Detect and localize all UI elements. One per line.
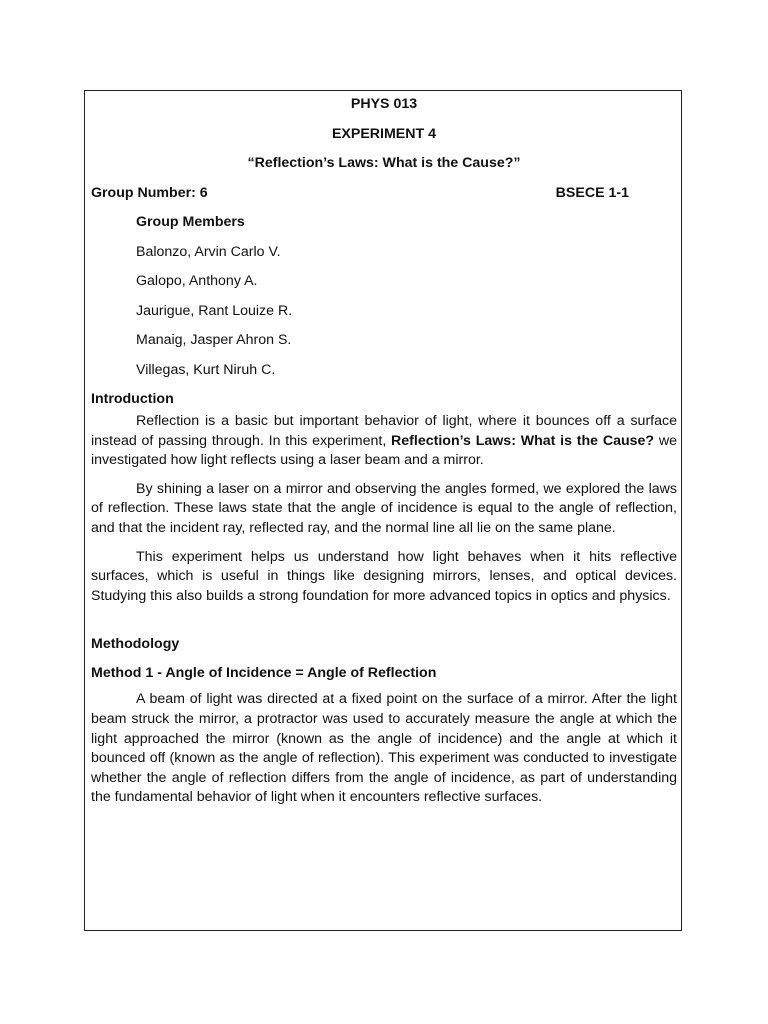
intro-paragraph-2: By shining a laser on a mirror and observing the angles formed, we explored the laws of reflection. These laws state that the angle of incidence is equal to the angle of reflection, and that the incident ray, reflected ray, and the normal line all lie on the same plane. [91, 480, 677, 536]
introduction-heading: Introduction [91, 391, 174, 407]
intro-paragraph-3: This experiment helps us understand how light behaves when it hits reflective surfaces, which is useful in things like designing mirrors, lenses, and optical devices. Studying this also builds a strong foundation for more advanced topics in optics and physics. [91, 548, 677, 604]
member-item: Manaig, Jasper Ahron S. [136, 332, 292, 348]
section-spacer [91, 615, 677, 635]
methodology-heading: Methodology [91, 636, 180, 653]
method-1-heading: Method 1 - Angle of Incidence = Angle of Reflection [91, 665, 437, 682]
intro-paragraph-1 [91, 412, 677, 471]
group-info-row [91, 184, 677, 214]
intro-p1-text-end: we investigated how light reflects using a laser beam and a mirror. [91, 432, 678, 469]
intro-p1-bold-title: Reflection’s Laws: What is the Cause? [391, 432, 655, 449]
member-item: Villegas, Kurt Niruh C. [136, 361, 276, 378]
member-item: Galopo, Anthony A. [136, 273, 258, 289]
document-page [84, 90, 682, 931]
method-1-paragraph: A beam of light was directed at a fixed point on the surface of a mirror. After the light beam struck the mirror, a protractor was used to accurately measure the angle at which the light approached the mirror (known as the angle of incidence) and the angle at which it bounced off (known as the angle of reflection). This experiment was conducted to investigate whether the angle of reflection differs from the angle of incidence, as part of understanding the fundamental behavior of light when it encounters reflective surfaces. [91, 691, 677, 806]
group-number: Group Number: 6 [91, 184, 208, 201]
course-code: PHYS 013 [350, 96, 418, 112]
member-item: Balonzo, Arvin Carlo V. [136, 243, 281, 260]
section-code: BSECE 1-1 [555, 184, 629, 201]
intro-p1-text-start: Reflection is a basic but important behavior of light, where it bounces off a surface instead of passing through. In this experiment, [91, 413, 677, 449]
experiment-number: EXPERIMENT 4 [331, 125, 437, 142]
experiment-title: “Reflection’s Laws: What is the Cause?” [247, 155, 521, 171]
group-members-heading: Group Members [136, 214, 245, 230]
document-content [91, 95, 677, 817]
member-item: Jaurigue, Rant Louize R. [136, 302, 293, 319]
